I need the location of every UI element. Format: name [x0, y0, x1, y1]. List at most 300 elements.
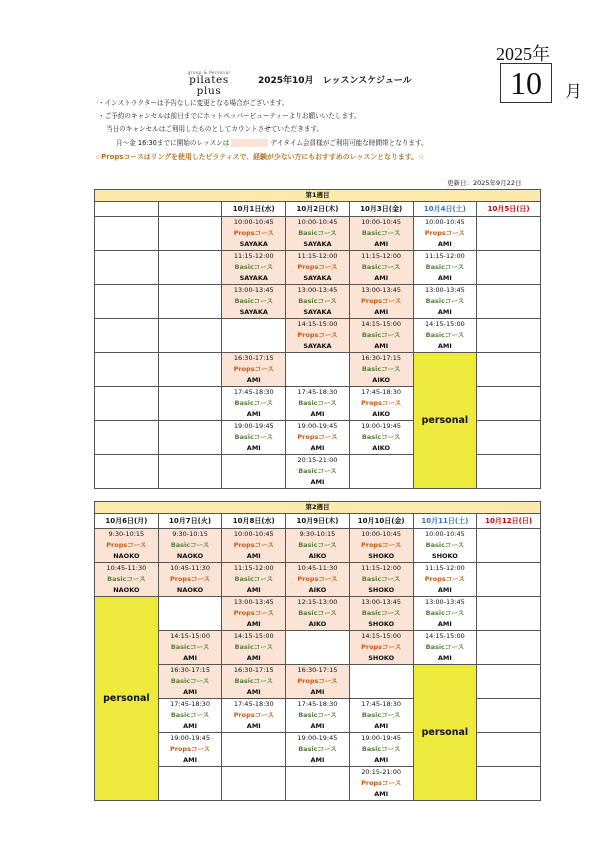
lesson-time: 17:45-18:30: [361, 388, 402, 396]
empty-slot: [158, 421, 222, 455]
lesson-course: Basicコース: [361, 609, 401, 617]
empty-slot: [477, 387, 541, 421]
empty-slot: [286, 767, 350, 801]
empty-slot: [477, 319, 541, 353]
lesson-course: Basicコース: [234, 297, 273, 305]
lesson-instructor: AMI: [374, 308, 389, 316]
lesson-cell[interactable]: [158, 699, 222, 733]
note-props: ☆Propsコースはリングを使用したピラティスで、経験が少ない方にもおすすめのレッスンとなります。☆: [95, 153, 425, 161]
lesson-course: Basicコース: [234, 263, 273, 271]
lesson-course: Basicコース: [298, 609, 337, 617]
lesson-time: 16:30-17:15: [233, 354, 274, 362]
empty-slot: [477, 767, 541, 801]
lesson-course: Basicコース: [425, 643, 465, 651]
day-header: 10月10日(金): [349, 514, 413, 529]
lesson-cell[interactable]: [349, 251, 413, 285]
lesson-time: 11:15-12:00: [233, 252, 274, 260]
lesson-instructor: AMI: [246, 722, 261, 730]
empty-slot: [349, 455, 413, 489]
schedule-row: [95, 665, 541, 699]
lesson-time: 19:00-19:45: [297, 734, 338, 742]
lesson-instructor: AIKO: [372, 376, 391, 384]
day-header: [158, 202, 222, 217]
lesson-cell[interactable]: [95, 529, 159, 563]
empty-slot: [158, 285, 222, 319]
lesson-course: Basicコース: [298, 297, 337, 305]
lesson-cell[interactable]: [222, 631, 286, 665]
note-daytime-swatch: [231, 139, 268, 147]
week2-table: [94, 501, 541, 801]
lesson-time: 13:00-13:45: [233, 286, 274, 294]
empty-slot: [95, 319, 159, 353]
lesson-course: Propsコース: [361, 779, 402, 787]
lesson-cell[interactable]: [222, 251, 286, 285]
lesson-course: Propsコース: [361, 399, 402, 407]
lesson-instructor: AMI: [183, 756, 198, 764]
lesson-instructor: AMI: [310, 688, 325, 696]
lesson-cell[interactable]: [222, 597, 286, 631]
lesson-cell[interactable]: [222, 353, 286, 387]
lesson-time: 11:15-12:00: [361, 564, 402, 572]
lesson-course: Basicコース: [234, 643, 273, 651]
empty-slot: [477, 733, 541, 767]
lesson-cell[interactable]: [95, 563, 159, 597]
lesson-instructor: AIKO: [308, 552, 327, 560]
empty-slot: [477, 251, 541, 285]
lesson-course: Basicコース: [361, 745, 401, 753]
day-header: 10月5日(日): [477, 202, 541, 217]
day-header: 10月11日(土): [413, 514, 477, 529]
lesson-course: Propsコース: [233, 541, 274, 549]
lesson-instructor: SHOKO: [368, 586, 395, 594]
lesson-instructor: AIKO: [308, 620, 327, 628]
empty-slot: [95, 353, 159, 387]
lesson-course: Propsコース: [297, 331, 338, 339]
lesson-instructor: AMI: [437, 586, 452, 594]
lesson-instructor: AMI: [374, 756, 389, 764]
lesson-time: 13:00-13:45: [424, 598, 465, 606]
schedule-row: [95, 319, 541, 353]
lesson-cell[interactable]: [413, 319, 477, 353]
day-header-row: [95, 514, 541, 529]
lesson-cell[interactable]: [222, 387, 286, 421]
lesson-cell[interactable]: [222, 217, 286, 251]
lesson-instructor: AMI: [374, 722, 389, 730]
lesson-time: 13:00-13:45: [233, 598, 274, 606]
lesson-course: Basicコース: [425, 541, 465, 549]
empty-slot: [158, 217, 222, 251]
lesson-course: Basicコース: [298, 745, 337, 753]
lesson-course: Basicコース: [298, 541, 337, 549]
lesson-course: Basicコース: [298, 711, 337, 719]
lesson-time: 14:15-15:00: [297, 320, 338, 328]
lesson-time: 10:00-10:45: [424, 218, 465, 226]
lesson-time: 9:30-10:15: [108, 530, 145, 538]
lesson-cell[interactable]: [286, 699, 350, 733]
schedule-row: [95, 251, 541, 285]
lesson-course: Basicコース: [361, 263, 401, 271]
lesson-course: Propsコース: [169, 575, 211, 583]
lesson-time: 17:45-18:30: [170, 700, 210, 708]
week-label-row: [95, 502, 541, 514]
day-header: 10月8日(水): [222, 514, 286, 529]
lesson-instructor: AMI: [374, 274, 389, 282]
lesson-course: Propsコース: [424, 575, 465, 583]
lesson-cell[interactable]: [286, 597, 350, 631]
empty-slot: [286, 631, 350, 665]
lesson-time: 11:15-12:00: [297, 252, 338, 260]
lesson-time: 12:15-13:00: [297, 598, 338, 606]
lesson-cell[interactable]: [349, 353, 413, 387]
lesson-course: Propsコース: [233, 609, 274, 617]
lesson-cell[interactable]: [158, 665, 222, 699]
day-header: 10月12日(日): [477, 514, 541, 529]
empty-slot: [158, 387, 222, 421]
empty-slot: [477, 421, 541, 455]
personal-block: personal: [413, 665, 477, 801]
lesson-cell[interactable]: [413, 217, 477, 251]
lesson-cell[interactable]: [349, 733, 413, 767]
lesson-course: Basicコース: [234, 575, 273, 583]
lesson-time: 10:00-10:45: [361, 530, 402, 538]
lesson-cell[interactable]: [286, 285, 350, 319]
lesson-instructor: AMI: [246, 410, 261, 418]
schedule-row: [95, 529, 541, 563]
lesson-time: 19:00-19:45: [361, 734, 402, 742]
lesson-time: 10:00-10:45: [233, 530, 274, 538]
lesson-instructor: AMI: [437, 240, 452, 248]
lesson-time: 16:30-17:15: [233, 666, 274, 674]
lesson-cell[interactable]: [222, 285, 286, 319]
lesson-course: Basicコース: [170, 541, 210, 549]
lesson-time: 10:00-10:45: [424, 530, 465, 538]
lesson-time: 9:30-10:15: [299, 530, 336, 538]
lesson-cell[interactable]: [158, 631, 222, 665]
lesson-cell[interactable]: [158, 563, 222, 597]
lesson-course: Basicコース: [361, 711, 401, 719]
logo-wordmark: pilates plus: [189, 74, 229, 97]
lesson-cell[interactable]: [158, 529, 222, 563]
empty-slot: [222, 767, 286, 801]
lesson-time: 11:15-12:00: [424, 252, 465, 260]
lesson-time: 17:45-18:30: [297, 700, 338, 708]
lesson-course: Basicコース: [298, 399, 337, 407]
lesson-instructor: AIKO: [308, 586, 327, 594]
lesson-time: 9:30-10:15: [172, 530, 208, 538]
lesson-time: 13:00-13:45: [361, 598, 402, 606]
lesson-instructor: NAOKO: [113, 586, 140, 594]
lesson-time: 14:15-15:00: [170, 632, 210, 640]
lesson-instructor: AMI: [374, 790, 389, 798]
lesson-time: 19:00-19:45: [297, 422, 338, 430]
logo: [176, 70, 242, 97]
lesson-cell[interactable]: [349, 421, 413, 455]
lesson-course: Propsコース: [233, 365, 274, 373]
lesson-instructor: SAYAKA: [239, 308, 268, 316]
lesson-instructor: AMI: [437, 342, 452, 350]
lesson-course: Basicコース: [298, 229, 337, 237]
lesson-instructor: AMI: [310, 444, 325, 452]
lesson-course: Propsコース: [297, 575, 338, 583]
lesson-instructor: NAOKO: [113, 552, 140, 560]
lesson-instructor: AMI: [437, 308, 452, 316]
lesson-instructor: AMI: [246, 552, 261, 560]
lesson-cell[interactable]: [222, 421, 286, 455]
day-header-row: [95, 202, 541, 217]
lesson-time: 20:15-21:00: [297, 456, 338, 464]
lesson-time: 19:00-19:45: [233, 422, 274, 430]
lesson-time: 19:00-19:45: [361, 422, 402, 430]
lesson-course: Basicコース: [298, 467, 337, 475]
lesson-instructor: AMI: [310, 410, 325, 418]
lesson-time: 13:00-13:45: [361, 286, 402, 294]
day-header: 10月1日(水): [222, 202, 286, 217]
lesson-time: 11:15-12:00: [233, 564, 274, 572]
logo-tagline: group & Personal: [187, 70, 231, 75]
day-header: 10月7日(火): [158, 514, 222, 529]
lesson-time: 20:15-21:00: [361, 768, 402, 776]
empty-slot: [222, 455, 286, 489]
lesson-cell[interactable]: [286, 733, 350, 767]
empty-slot: [477, 285, 541, 319]
lesson-course: Basicコース: [234, 399, 273, 407]
lesson-time: 16:30-17:15: [297, 666, 338, 674]
lesson-cell[interactable]: [222, 665, 286, 699]
page-title: 2025年10月 レッスンスケジュール: [258, 76, 412, 86]
empty-slot: [95, 387, 159, 421]
note-daytime: [116, 137, 428, 147]
schedule-row: [95, 597, 541, 631]
schedule-row: [95, 563, 541, 597]
lesson-time: 16:30-17:15: [361, 354, 402, 362]
lesson-course: Basicコース: [170, 643, 210, 651]
lesson-course: Basicコース: [170, 711, 210, 719]
lesson-cell[interactable]: [286, 529, 350, 563]
lesson-cell[interactable]: [349, 285, 413, 319]
lesson-instructor: AMI: [183, 688, 198, 696]
lesson-instructor: AMI: [246, 654, 261, 662]
lesson-course: Propsコース: [169, 745, 211, 753]
lesson-cell[interactable]: [158, 733, 222, 767]
day-header: 10月6日(月): [95, 514, 159, 529]
lesson-course: Basicコース: [361, 331, 401, 339]
lesson-instructor: SAYAKA: [303, 342, 332, 350]
empty-slot: [95, 285, 159, 319]
lesson-instructor: SAYAKA: [303, 308, 332, 316]
lesson-instructor: NAOKO: [176, 552, 204, 560]
week-label-row: [95, 190, 541, 202]
lesson-time: 14:15-15:00: [424, 632, 465, 640]
empty-slot: [477, 699, 541, 733]
lesson-course: Propsコース: [361, 643, 402, 651]
empty-slot: [158, 767, 222, 801]
lesson-cell[interactable]: [413, 597, 477, 631]
personal-block: personal: [95, 597, 159, 801]
lesson-instructor: AMI: [374, 342, 389, 350]
lesson-cell[interactable]: [222, 563, 286, 597]
lesson-instructor: AMI: [246, 620, 261, 628]
lesson-instructor: SHOKO: [368, 654, 395, 662]
day-header: 10月4日(土): [413, 202, 477, 217]
lesson-time: 14:15-15:00: [361, 320, 402, 328]
lesson-instructor: AMI: [437, 654, 452, 662]
lesson-course: Basicコース: [170, 677, 210, 685]
empty-slot: [95, 421, 159, 455]
empty-slot: [349, 665, 413, 699]
lesson-instructor: SAYAKA: [303, 274, 332, 282]
lesson-cell[interactable]: [349, 217, 413, 251]
lesson-course: Basicコース: [361, 365, 401, 373]
empty-slot: [95, 251, 159, 285]
lesson-instructor: SHOKO: [368, 552, 395, 560]
empty-slot: [477, 217, 541, 251]
note-daytime-highlight: 月～金 16:30までに開始のレッスンは: [116, 139, 230, 147]
lesson-time: 19:00-19:45: [170, 734, 210, 742]
week1-table: [94, 189, 541, 489]
lesson-time: 10:45-11:30: [297, 564, 338, 572]
week-label: 第2週目: [95, 502, 541, 514]
lesson-cell[interactable]: [286, 455, 350, 489]
lesson-cell[interactable]: [349, 699, 413, 733]
lesson-time: 14:15-15:00: [424, 320, 465, 328]
lesson-time: 10:45-11:30: [106, 564, 147, 572]
lesson-instructor: NAOKO: [176, 586, 204, 594]
lesson-cell[interactable]: [349, 631, 413, 665]
lesson-course: Basicコース: [361, 229, 401, 237]
empty-slot: [158, 597, 222, 631]
lesson-course: Propsコース: [297, 677, 338, 685]
lesson-time: 13:00-13:45: [424, 286, 465, 294]
lesson-instructor: SAYAKA: [239, 240, 268, 248]
lesson-course: Propsコース: [361, 541, 402, 549]
lesson-cell[interactable]: [286, 563, 350, 597]
lesson-course: Basicコース: [361, 575, 401, 583]
lesson-cell[interactable]: [286, 387, 350, 421]
empty-slot: [158, 319, 222, 353]
day-header: 10月9日(木): [286, 514, 350, 529]
lesson-cell[interactable]: [222, 699, 286, 733]
lesson-instructor: AMI: [437, 620, 452, 628]
lesson-course: Basicコース: [361, 433, 401, 441]
empty-slot: [158, 353, 222, 387]
empty-slot: [158, 251, 222, 285]
lesson-cell[interactable]: [349, 319, 413, 353]
lesson-course: Basicコース: [234, 677, 273, 685]
empty-slot: [477, 455, 541, 489]
note-daytime-text: デイタイム会員様がご利用可能な時間帯となります。: [270, 139, 428, 147]
lesson-time: 10:00-10:45: [361, 218, 402, 226]
lesson-instructor: SHOKO: [368, 620, 395, 628]
month-suffix: 月: [565, 82, 582, 101]
schedule-row: [95, 631, 541, 665]
day-header: 10月3日(金): [349, 202, 413, 217]
lesson-time: 14:15-15:00: [233, 632, 274, 640]
lesson-cell[interactable]: [286, 665, 350, 699]
lesson-instructor: SAYAKA: [303, 240, 332, 248]
lesson-instructor: AMI: [374, 240, 389, 248]
lesson-time: 10:00-10:45: [233, 218, 274, 226]
empty-slot: [286, 353, 350, 387]
lesson-instructor: AMI: [246, 376, 261, 384]
lesson-cell[interactable]: [286, 421, 350, 455]
lesson-time: 17:45-18:30: [297, 388, 338, 396]
note-same-day-cancel: 当日のキャンセルはご利用したものとしてカウントさせていただきます。: [106, 125, 324, 133]
empty-slot: [477, 529, 541, 563]
lesson-cell[interactable]: [349, 387, 413, 421]
lesson-cell[interactable]: [349, 767, 413, 801]
lesson-time: 14:15-15:00: [361, 632, 402, 640]
lesson-cell[interactable]: [413, 285, 477, 319]
lesson-cell[interactable]: [413, 251, 477, 285]
lesson-time: 10:00-10:45: [297, 218, 338, 226]
lesson-cell[interactable]: [413, 529, 477, 563]
lesson-time: 17:45-18:30: [233, 700, 274, 708]
lesson-course: Basicコース: [107, 575, 146, 583]
lesson-time: 17:45-18:30: [233, 388, 274, 396]
lesson-cell[interactable]: [349, 597, 413, 631]
lesson-time: 13:00-13:45: [297, 286, 338, 294]
lesson-cell[interactable]: [286, 251, 350, 285]
lesson-cell[interactable]: [413, 631, 477, 665]
lesson-cell[interactable]: [413, 563, 477, 597]
schedule-row: [95, 285, 541, 319]
personal-block: personal: [413, 353, 477, 489]
schedule-row: [95, 353, 541, 387]
lesson-time: 11:15-12:00: [424, 564, 465, 572]
lesson-cell[interactable]: [349, 529, 413, 563]
lesson-cell[interactable]: [286, 217, 350, 251]
lesson-course: Basicコース: [234, 433, 273, 441]
lesson-course: Basicコース: [425, 609, 465, 617]
lesson-instructor: AMI: [183, 654, 198, 662]
lesson-course: Propsコース: [233, 229, 274, 237]
empty-slot: [477, 665, 541, 699]
lesson-time: 11:15-12:00: [361, 252, 402, 260]
week-label: 第1週目: [95, 190, 541, 202]
empty-slot: [158, 455, 222, 489]
lesson-instructor: AMI: [183, 722, 198, 730]
lesson-course: Propsコース: [233, 711, 274, 719]
lesson-course: Propsコース: [424, 229, 465, 237]
updated-date: 更新日：2025年9月22日: [447, 179, 522, 187]
empty-slot: [95, 455, 159, 489]
lesson-course: Propsコース: [297, 433, 338, 441]
lesson-instructor: AMI: [310, 756, 325, 764]
lesson-course: Basicコース: [425, 331, 465, 339]
empty-slot: [477, 631, 541, 665]
day-header: [95, 202, 159, 217]
lesson-instructor: AMI: [310, 722, 325, 730]
lesson-cell[interactable]: [349, 563, 413, 597]
lesson-course: Propsコース: [361, 297, 402, 305]
note-instructor-change: ・インストラクターは予告なしに変更となる場合がございます。: [98, 99, 289, 107]
lesson-course: Basicコース: [425, 263, 465, 271]
lesson-instructor: AMI: [246, 586, 261, 594]
lesson-time: 10:45-11:30: [170, 564, 210, 572]
lesson-cell[interactable]: [222, 529, 286, 563]
empty-slot: [95, 217, 159, 251]
lesson-instructor: AMI: [437, 274, 452, 282]
lesson-course: Propsコース: [297, 263, 338, 271]
lesson-course: Propsコース: [106, 541, 147, 549]
schedule-row: [95, 217, 541, 251]
lesson-course: Basicコース: [425, 297, 465, 305]
lesson-cell[interactable]: [286, 319, 350, 353]
empty-slot: [477, 597, 541, 631]
lesson-instructor: AMI: [246, 444, 261, 452]
year-label: 2025年: [496, 44, 550, 64]
lesson-instructor: SHOKO: [431, 552, 458, 560]
